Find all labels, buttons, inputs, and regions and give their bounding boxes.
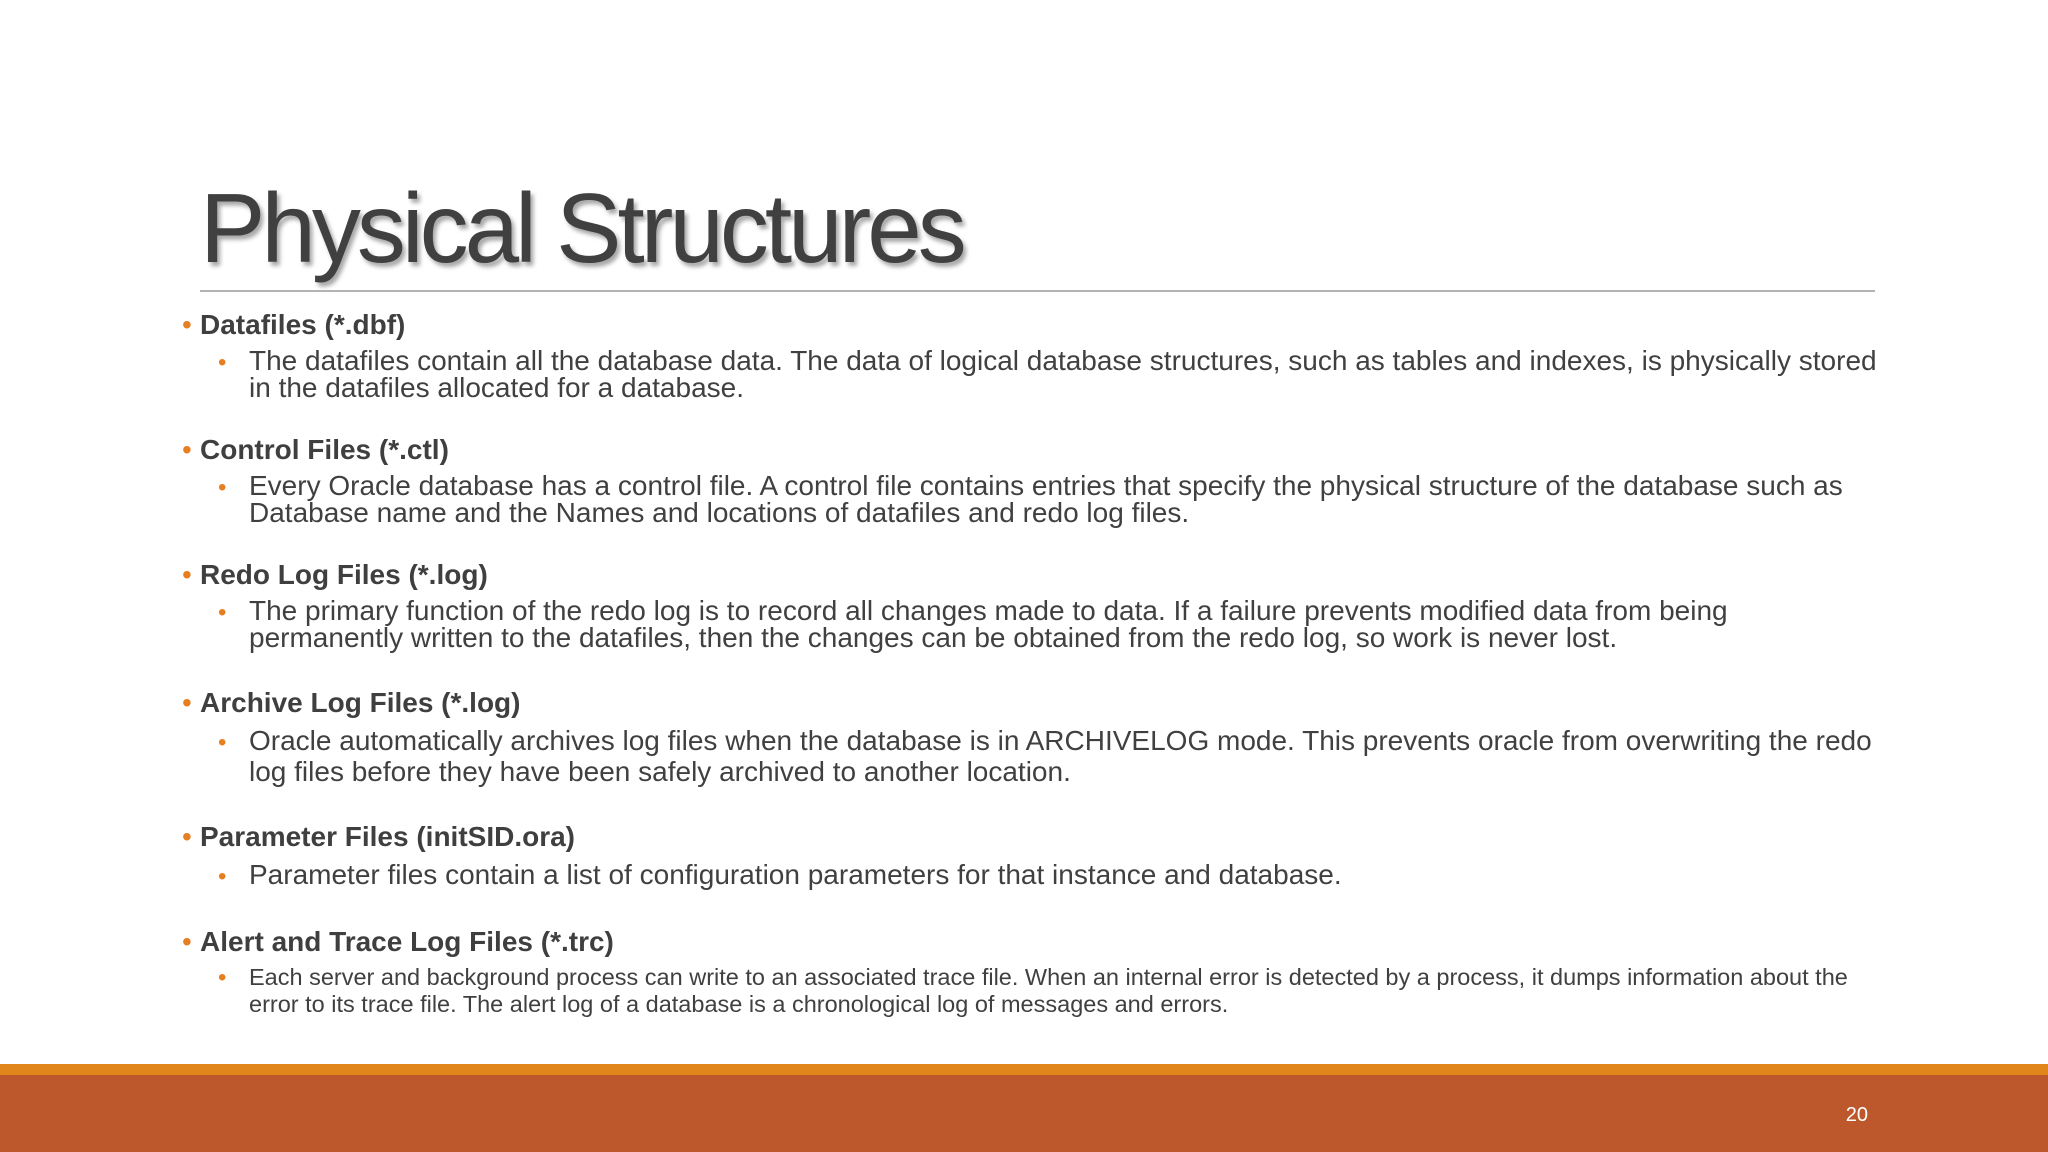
heading-alert-trace-files: Alert and Trace Log Files (*.trc) [200,926,614,957]
bullet-icon: • [218,863,227,890]
section-alert-trace-files [182,923,1882,1018]
slide-title: Physical Structures [200,173,963,283]
bullet-heading [182,818,1882,856]
section-parameter-files [182,818,1882,892]
sub-bullet [218,859,1882,892]
heading-datafiles: Datafiles (*.dbf) [200,309,406,340]
sub-bullet [218,597,1882,651]
sub-bullet [218,964,1882,1018]
heading-redo-log-files: Redo Log Files (*.log) [200,559,488,590]
bullet-icon: • [182,821,192,852]
bullet-list [182,306,1882,1018]
bullet-heading [182,306,1882,344]
detail-redo-log-files: The primary function of the redo log is to record all changes made to data. If a failure prevents modified data from being permanently written to the datafiles, then the changes can be obtained from the redo log, so work is never lost. [249,595,1728,653]
bullet-heading [182,431,1882,469]
sub-bullet [218,725,1882,787]
bullet-icon: • [218,599,227,626]
heading-archive-log-files: Archive Log Files (*.log) [200,687,521,718]
heading-control-files: Control Files (*.ctl) [200,434,449,465]
detail-parameter-files: Parameter files contain a list of configuration parameters for that instance and database. [249,859,1342,890]
detail-datafiles: The datafiles contain all the database data. The data of logical database structures, such as tables and indexes, is physically stored in the datafiles allocated for a database. [249,345,1877,403]
bullet-heading [182,556,1882,594]
sub-bullet [218,347,1882,401]
detail-alert-trace-files: Each server and background process can write to an associated trace file. When an internal error is detected by a process, it dumps information about the error to its trace file. The alert log of a database is a chronological log of messages and errors. [249,964,1848,1017]
section-archive-log-files [182,684,1882,787]
section-datafiles [182,306,1882,401]
sub-bullet [218,472,1882,526]
bullet-icon: • [218,964,227,991]
section-redo-log-files [182,556,1882,651]
bullet-icon: • [218,474,227,501]
title-divider [200,290,1875,292]
heading-parameter-files: Parameter Files (initSID.ora) [200,821,576,852]
bullet-icon: • [218,729,227,756]
bullet-icon: • [182,926,192,957]
section-control-files [182,431,1882,526]
footer-accent-bar [0,1064,2048,1075]
footer-bar [0,1075,2048,1152]
bullet-heading [182,923,1882,961]
bullet-icon: • [182,309,192,340]
bullet-icon: • [218,349,227,376]
detail-archive-log-files: Oracle automatically archives log files when the database is in ARCHIVELOG mode. This prevents oracle from overwriting the redo log files before they have been safely archived to another location. [249,725,1872,787]
page-number: 20 [1845,1104,1868,1126]
detail-control-files: Every Oracle database has a control file. A control file contains entries that specify the physical structure of the database such as Database name and the Names and locations of datafiles and redo log files. [249,470,1843,528]
bullet-icon: • [182,434,192,465]
bullet-heading [182,684,1882,722]
bullet-icon: • [182,687,192,718]
bullet-icon: • [182,559,192,590]
